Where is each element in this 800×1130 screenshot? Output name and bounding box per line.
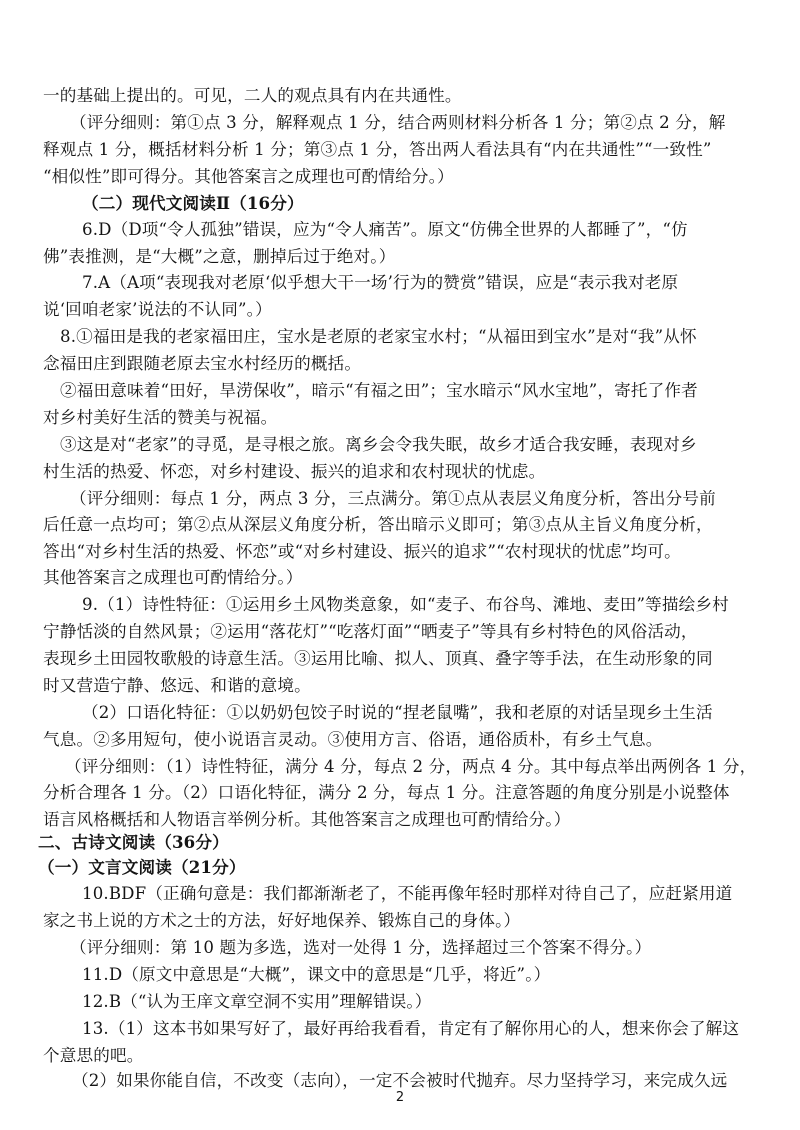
text-line: 村生活的热爱、怀恋，对乡村建设、振兴的追求和农村现状的忧虑。 — [43, 462, 546, 481]
text-line: 8.①福田是我的老家福田庄，宝水是老原的老家宝水村；“从福田到宝水”是对“我”从怀 — [60, 327, 697, 346]
text-line: （2）口语化特征：①以奶奶包饺子时说的“捏老鼠嘴”，我和老原的对话呈现乡土生活 — [82, 703, 713, 722]
text-line: 语言风格概括和人物语言举例分析。其他答案言之成理也可酌情给分。） — [43, 810, 571, 829]
text-line: （评分细则：（1）诗性特征，满分 4 分，每点 2 分，两点 4 分。其中每点举出两例各 1 分， — [65, 757, 757, 776]
text-line: 其他答案言之成理也可酌情给分。） — [43, 568, 303, 587]
text-line: （评分细则：每点 1 分，两点 3 分，三点满分。第①点从表层义角度分析，答出分号前 — [70, 489, 716, 508]
section-heading: 二、古诗文阅读（36分） — [38, 832, 229, 852]
text-line: 念福田庄到跟随老原去宝水村经历的概括。 — [43, 354, 362, 373]
text-line: 11.D（原文中意思是“大概”，课文中的意思是“几乎，将近”。） — [82, 965, 551, 984]
text-line: 分析合理各 1 分。（2）口语化特征，满分 2 分，每点 1 分。注意答题的角度分别是小说整体 — [43, 783, 730, 802]
text-line: 个意思的吧。 — [43, 1046, 144, 1065]
text-line: ③这是对“老家”的寻觅，是寻根之旅。离乡会令我失眠，故乡才适合我安睡，表现对乡 — [60, 435, 697, 454]
text-line: ②福田意味着“田好，旱涝保收”，暗示“有福之田”；宝水暗示“风水宝地”，寄托了作者 — [60, 381, 698, 400]
text-line: 10.BDF（正确句意是：我们都渐渐老了，不能再像年轻时那样对待自己了，应赶紧用道 — [82, 884, 733, 903]
text-line: 宁静恬淡的自然风景；②运用“落花灯”“吃落灯面”“晒麦子”等具有乡村特色的风俗活动， — [43, 622, 698, 641]
text-line: 答出“对乡村生活的热爱、怀恋”或“对乡村建设、振兴的追求”“农村现状的忧虑”均可。 — [43, 542, 681, 561]
text-line: 后任意一点均可；第②点从深层义角度分析，答出暗示义即可；第③点从主旨义角度分析， — [43, 515, 713, 534]
text-line: “相似性”即可得分。其他答案言之成理也可酌情给分。） — [43, 167, 454, 186]
text-line: 13.（1）这本书如果写好了，最好再给我看看，肯定有了解你用心的人，想来你会了解这 — [82, 1019, 740, 1038]
text-line: 6.D（D项“令人孤独”错误，应为“令人痛苦”。原文“仿佛全世界的人都睡了”，“仿 — [82, 220, 688, 239]
text-line: （评分细则：第 10 题为多选，选对一处得 1 分，选择超过三个答案不得分。） — [70, 938, 652, 957]
text-line: 说‘回咱老家’说法的不认同”。） — [43, 300, 272, 319]
text-line: 家之书上说的方术之士的方法，好好地保养、锻炼自己的身体。） — [43, 911, 521, 930]
text-line: 气息。②多用短句，使小说语言灵动。③使用方言、俗语，通俗质朴，有乡土气息。 — [43, 730, 663, 749]
text-line: 表现乡土田园牧歌般的诗意生活。③运用比喻、拟人、顶真、叠字等手法，在生动形象的同 — [43, 649, 713, 668]
text-line: 佛”表推测，是“大概”之意，删掉后过于绝对。） — [43, 247, 396, 266]
text-line: 7.A（A项“表现我对老原‘似乎想大干一场’行为的赞赏”错误，应是“表示我对老原 — [82, 273, 679, 292]
text-line: 时又营造宁静、悠远、和谐的意境。 — [43, 676, 311, 695]
text-line: 12.B（“认为王庠文章空洞不实用”理解错误。） — [82, 992, 432, 1011]
text-line: 释观点 1 分，概括材料分析 1 分；第③点 1 分，答出两人看法具有“内在共通性”“一致性” — [43, 140, 712, 159]
section-heading: （一）文言文阅读（21分） — [38, 857, 246, 877]
text-line: （2）如果你能自信，不改变（志向），一定不会被时代抛弃。尽力坚持学习，来完成久远 — [72, 1071, 728, 1090]
text-line: （评分细则：第①点 3 分，解释观点 1 分，结合两则材料分析各 1 分；第②点 2 分，解 — [70, 113, 726, 132]
page-number: 2 — [395, 1090, 405, 1105]
text-line: 9.（1）诗性特征：①运用乡土风物类意象，如“麦子、布谷鸟、滩地、麦田”等描绘乡村 — [82, 595, 729, 614]
section-heading: （二）现代文阅读Ⅱ（16分） — [82, 193, 304, 213]
text-line: 对乡村美好生活的赞美与祝福。 — [43, 408, 278, 427]
text-line: 一的基础上提出的。可见，二人的观点具有内在共通性。 — [43, 86, 462, 105]
